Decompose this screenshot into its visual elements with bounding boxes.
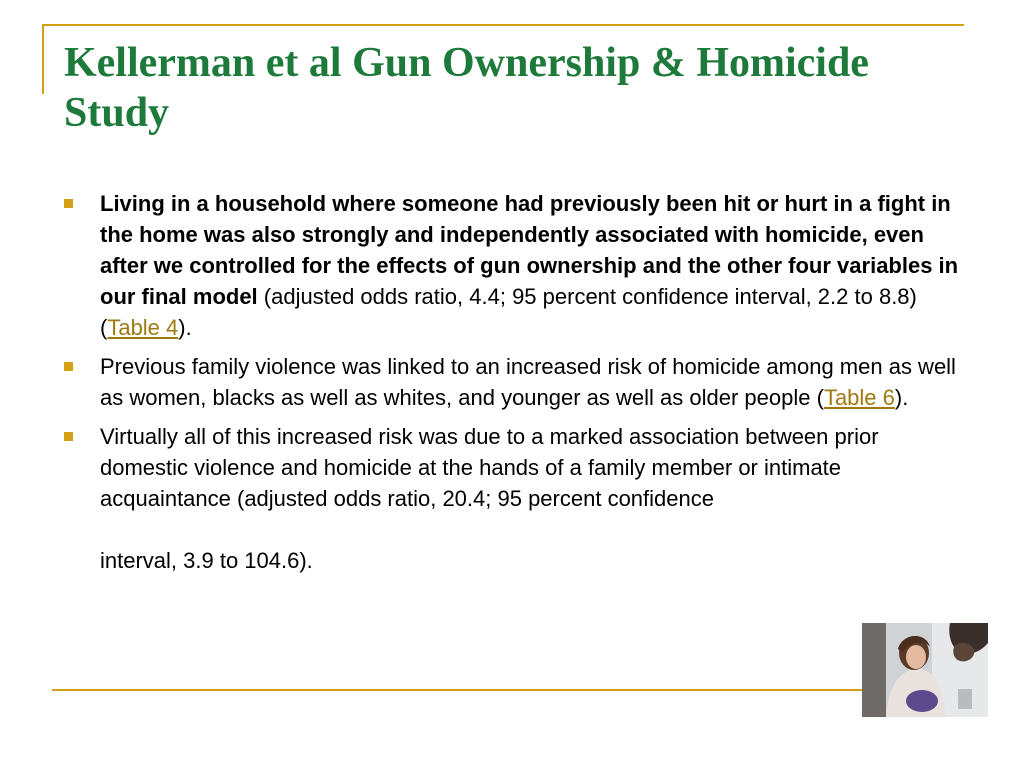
table-6-link[interactable]: Table 6 — [823, 385, 895, 410]
bullet-text: (adjusted odds ratio, 4.4; 95 percent confidence interval, 2.2 to 8.8) ( — [100, 284, 917, 340]
square-bullet-icon — [64, 432, 73, 441]
title-accent-bar — [42, 24, 44, 94]
bottom-divider — [52, 689, 862, 691]
square-bullet-icon — [64, 199, 73, 208]
top-divider — [42, 24, 964, 26]
slide-title: Kellerman et al Gun Ownership & Homicide Study — [64, 40, 869, 136]
bullet-text: Previous family violence was linked to an increased risk of homicide among men as well as women, blacks as well as whites, and younger as well as older people ( — [100, 354, 956, 410]
bullet-item — [64, 188, 964, 343]
square-bullet-icon — [64, 362, 73, 371]
line-gap — [100, 514, 964, 545]
bullet-item — [64, 351, 964, 413]
domestic-violence-photo-icon — [862, 623, 988, 717]
bullet-text-end: ). — [178, 315, 192, 340]
table-4-link[interactable]: Table 4 — [107, 315, 179, 340]
bullet-text-continued: interval, 3.9 to 104.6). — [100, 548, 313, 573]
bullet-bold-text: Living in a household where someone had previously been hit or hurt in a fight in the home was also strongly and independently associated with homicide, even after we controlled for the effects of gun ownership and the other four variables in our final model — [100, 191, 959, 309]
bullet-text: Virtually all of this increased risk was due to a marked association between prior domestic violence and homicide at the hands of a family member or intimate acquaintance (adjusted odds ratio, 20.4; 95 percent confidence — [100, 424, 879, 511]
bullet-item — [64, 421, 964, 576]
bullet-text-end: ). — [894, 385, 909, 410]
bullet-list — [64, 188, 964, 584]
